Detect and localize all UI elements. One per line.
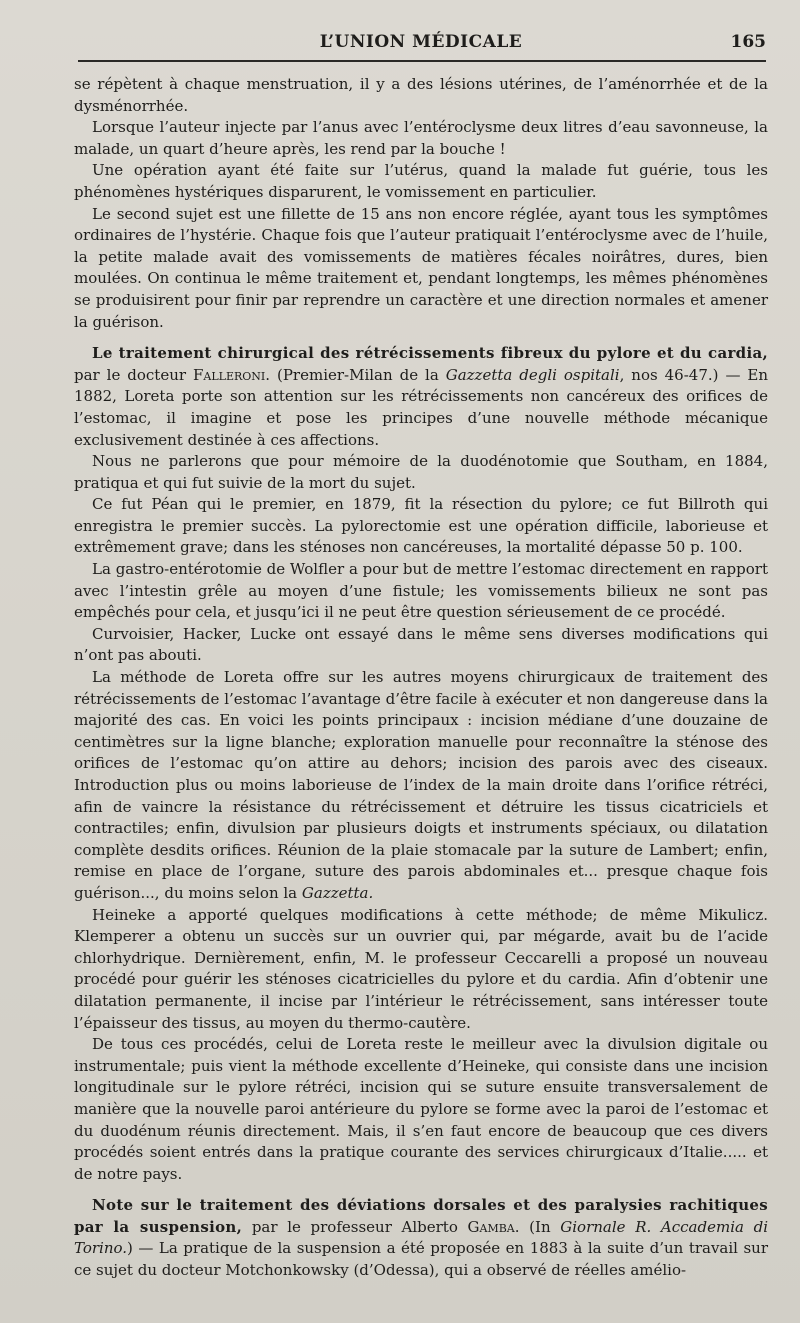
- loreta-journal: Gazzetta.: [301, 883, 374, 902]
- source-open: . (In: [514, 1217, 561, 1236]
- source-close: , nos 46-47.): [619, 365, 719, 384]
- paragraph: La gastro-entérotomie de Wolfler a pour but de mettre l’estomac directement en rapport avec l’intestin grêle au moyen d’une fistule; les vomissements bilieux ne sont pas empêchés pour cela, et jusqu’ici il ne peut être question sérieusement de ce procédé.: [74, 560, 768, 622]
- article-title: Le traitement chirurgical des rétrécissements fibreux du pylore et du cardia,: [92, 344, 768, 363]
- paragraph: Le second sujet est une fillette de 15 ans non encore réglée, ayant tous les symptômes ordinaires de l’hystérie. Chaque fois que l’auteur pratiquait l’entéroclysme avec de l’huile, la petite malade avait des vomissements de matières fécales noirâtres, dures, bien moulées. On continua le même traitement et, pendant longtemps, les mêmes phénomènes se produisirent pour finir par reprendre un caractère et une direction normales et amener la guérison.: [74, 204, 768, 331]
- source-journal: Giornale R. Accademia di Torino.: [74, 1217, 768, 1258]
- article-body: [74, 74, 768, 1282]
- page-number: 165: [730, 32, 766, 52]
- author-name: Falleroni: [193, 365, 266, 384]
- journal-title: L’UNION MÉDICALE: [319, 32, 523, 52]
- paragraph: Heineke a apporté quelques modifications à cette méthode; de même Mikulicz. Klemperer a obtenu un succès sur un ouvrier qui, par mégarde, avait bu de l’acide chlorhydrique. Dernièrement, enfin, M. le professeur Ceccarelli a proposé un nouveau procédé pour guérir les sténoses cicatricielles du pylore et du cardia. Afin d’obtenir une dilatation permanente, il incise par l’intérieur le rétrécissement, sans intéresser toute l’épaisseur des tissus, au moyen du thermo-cautère.: [74, 905, 768, 1032]
- source-open: . (Premier-Milan de la: [265, 365, 446, 384]
- source-journal: Gazzetta degli ospitali: [445, 365, 620, 384]
- author-prefix: par le docteur: [74, 365, 193, 384]
- header-rule: [78, 60, 766, 62]
- paragraph: Nous ne parlerons que pour mémoire de la duodénotomie que Southam, en 1884, pratiqua et qui fut suivie de la mort du sujet.: [74, 452, 768, 492]
- source-close: ): [127, 1239, 133, 1258]
- author-prefix: par le professeur Alberto: [242, 1217, 468, 1236]
- paragraph: se répètent à chaque menstruation, il y a des lésions utérines, de l’aménorrhée et de la dysménorrhée.: [74, 75, 768, 115]
- lead-text: — En 1882, Loreta porte son attention sur les rétrécissements non cancéreux des orifices de l’estomac, il imagine et pose les principes d’une nouvelle méthode mécanique exclusivement destinée à ces affections.: [74, 365, 769, 449]
- paragraph: Lorsque l’auteur injecte par l’anus avec l’entéroclysme deux litres d’eau savonneuse, la malade, un quart d’heure après, les rend par la bouche !: [74, 118, 768, 158]
- article-heading-suspension: [74, 1195, 768, 1281]
- article-heading-pylore: [74, 343, 768, 451]
- paragraph: Une opération ayant été faite sur l’utérus, quand la malade fut guérie, tous les phénomènes hystériques disparurent, le vomissement en particulier.: [74, 161, 768, 201]
- paragraph: Curvoisier, Hacker, Lucke ont essayé dans le même sens diverses modifications qui n’ont pas abouti.: [74, 624, 768, 665]
- paragraph-loreta: [74, 667, 768, 905]
- article-title: Note sur le traitement des déviations dorsales et des paralysies rachitiques par la suspension,: [74, 1196, 768, 1236]
- paragraph: Ce fut Péan qui le premier, en 1879, fit la résection du pylore; ce fut Billroth qui enregistra le premier succès. La pylorectomie est une opération difficile, laborieuse et extrêmement grave; dans les sténoses non cancéreuses, la mortalité dépasse 50 p. 100.: [74, 495, 768, 557]
- lead-text: — La pratique de la suspension a été proposée en 1883 à la suite d’un travail sur ce sujet du docteur Motchonkowsky (d’Odessa), qui a observé de réelles amélio-: [74, 1239, 768, 1280]
- running-head: [76, 30, 766, 62]
- author-name: Gamba: [467, 1217, 515, 1236]
- loreta-text: La méthode de Loreta offre sur les autres moyens chirurgicaux de traitement des rétrécissements de l’estomac l’avantage d’être facile à exécuter et non dangereuse dans la majorité des cas. En voici les points principaux : incision médiane d’une douzaine de centimètres sur la ligne blanche; exploration manuelle pour reconnaître la sténose des orifices de l’estomac qu’on attire au dehors; incision des parois avec des ciseaux. Introduction plus ou moins laborieuse de l’index de la main droite dans l’orifice rétréci, afin de vaincre la résistance du rétrécissement et détruire les tissus cicatriciels et contractiles; enfin, divulsion par plusieurs doigts et instruments spéciaux, ou dilatation complète desdits orifices. Réunion de la plaie stomacale par la suture de Lambert; enfin, remise en place de l’organe, suture des parois abdominales et... presque chaque fois guérison..., du moins selon la: [74, 668, 768, 902]
- paragraph: De tous ces procédés, celui de Loreta reste le meilleur avec la divulsion digitale ou instrumentale; puis vient la méthode excellente d’Heineke, qui consiste dans une incision longitudinale sur le pylore rétréci, incision qui se suture ensuite transversalement de manière que la nouvelle paroi antérieure du pylore se forme avec la paroi de l’estomac et du duodénum réunis directement. Mais, il s’en faut encore de beaucoup que ces divers procédés soient entrés dans la pratique courante des services chirurgicaux d’Italie..... et de notre pays.: [74, 1035, 768, 1183]
